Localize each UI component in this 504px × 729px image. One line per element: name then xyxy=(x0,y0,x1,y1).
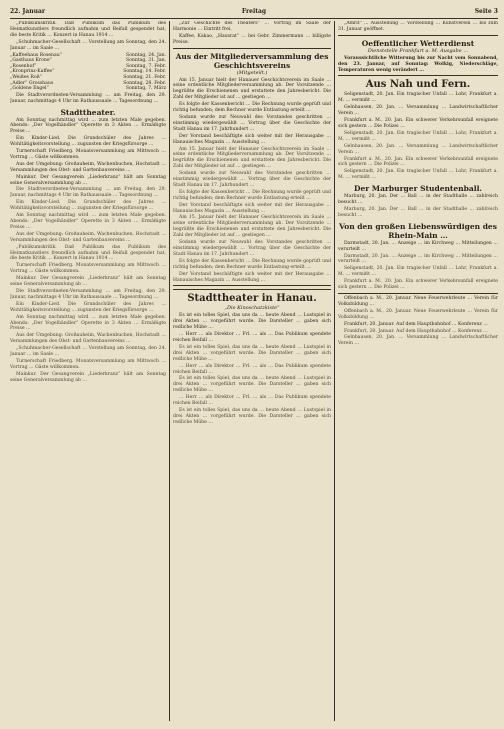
venue-name: „Weißes Roß“ xyxy=(10,74,42,80)
article-paragraph: Aus der Umgebung: Großauheim, Wachenbuchen, Hochstadt … Versammlungen des Obst- und Gartenbauvereins … xyxy=(10,333,166,345)
article-paragraph: Aus der Umgebung: Großauheim, Wachenbuchen, Hochstadt … Versammlungen des Obst- und Gartenbauvereins … xyxy=(10,231,166,243)
header-date: 22. Januar xyxy=(10,8,46,15)
weather-forecast: Voraussichtliche Witterung bis zur Nacht vom Sonnabend, den 23. Januar, auf Sonntag: Wolkig, Niederschläge, Temperaturen wenig verändert … xyxy=(338,55,498,73)
article-paragraph: Frankfurt, 20. Januar. Auf dem Hauptbahnhof … Konferenz … xyxy=(344,321,488,327)
article-paragraph: Offenbach a. M., 20. Januar. Neue Feuerwehrleute … Verein für Volksbildung … xyxy=(338,296,498,307)
column-2 xyxy=(173,21,331,721)
section-heading: Von den großen Liebenswürdigen des Rhein-Main … xyxy=(339,221,497,240)
article-paragraph: Es ist ein tolles Spiel, das uns da … heute Abend … Lustspiel in drei Akten … vorgeführt wurde. Die Darsteller … gaben sich redliche Mühe … xyxy=(173,344,331,362)
article-paragraph: Frankfurt, 20. Januar. Auf dem Hauptbahnhof … Konferenz … xyxy=(344,328,488,334)
article-paragraph: „Publikumskritik. Daß Publikum das Publikum des Heimatkunstlers freundlich aufnahm und Beifall gespendet hat, die beste Kritik … Konzert in Hanau 1914 … xyxy=(10,21,166,38)
article-paragraph: Der Vorstand beschäftigte sich weiter mit der Herausgabe … Hanauisches Magazin … Ausstellung … xyxy=(173,133,331,145)
section-subheading: Dienststelle Frankfurt a. M. Ausgabe … xyxy=(367,47,469,54)
article-paragraph: … Herr … als Direktor … Frl. … als … Das Publikum spendete reichen Beifall … xyxy=(173,332,331,343)
section-subheading: (Mitgeteilt.) xyxy=(236,69,268,76)
newspaper-page xyxy=(10,6,498,724)
article-paragraph: Turnerschaft Friedberg. Monatsversammlung am Mittwoch … Vortrag … Gäste willkommen. xyxy=(10,358,166,370)
article-paragraph: „Schuhmacher-Gesellschaft … Vorstellung am Sonntag, den 24. Januar … im Saale … xyxy=(10,346,166,358)
article-paragraph: Mainkur. Der Gesangverein „Liederkranz“ hält am Sonntag seine Generalversammlung ab … xyxy=(10,371,166,383)
venue-date: Sonntag, 24. Jan. xyxy=(125,52,166,58)
section-subheading: „Die Kinoschatzkiste“ xyxy=(224,305,280,312)
section-heading: Oeffentlicher Wetterdienst xyxy=(361,38,475,48)
article-paragraph: Offenbach a. M., 20. Januar. Neue Feuerwehrleute … Verein für Volksbildung … xyxy=(338,308,498,320)
column-rule xyxy=(334,21,335,721)
column-rule xyxy=(169,21,170,721)
article-paragraph: Gelnhausen, 20. Jan. … Versammlung … Landwirtschaftlicher Verein … xyxy=(338,143,498,155)
article-paragraph: Gelnhausen, 20. Jan. … Versammlung … Landwirtschaftlicher Verein … xyxy=(338,105,498,117)
divider xyxy=(173,48,331,49)
article-paragraph: Seligenstadt, 20. Jan. Ein tragischer Unfall … Lohr, Frankfurt a. M. … vermißt … xyxy=(338,92,498,104)
article-paragraph: „Schuhmacher-Gesellschaft … Vorstellung am Sonntag, den 24. Januar … im Saale … xyxy=(10,39,166,51)
article-paragraph: „Amrit“ … Ausstellung … Vorstellung … Kunstverein … bis zum 31. Januar geöffnet. xyxy=(338,21,498,32)
article-paragraph: Ein Kinder-Lied. Die Grundschüler des Jahres … Wohltätigkeitsvorstellung … zugunsten der Kriegsfürsorge … xyxy=(10,301,166,313)
article-paragraph: Sodann wurde zur Neuwahl des Vorstandes geschritten … einstimmig wiedergewählt … Vortrag über die Geschichte der Stadt Hanau im 17. Jahrhundert … xyxy=(173,240,331,257)
article-paragraph: Frankfurt a. M., 20. Jan. Ein schwerer Verkehrsunfall ereignete sich gestern … Die Polizei … xyxy=(338,156,498,168)
divider xyxy=(338,75,498,76)
article-paragraph: Es ist ein tolles Spiel, das uns da … heute Abend … Lustspiel in drei Akten … vorgeführt wurde. Die Darsteller … gaben sich redliche Mühe … xyxy=(173,407,331,425)
article-paragraph: Marburg, 20. Jan. Der … Ball … in der Stadthalle … zahlreich besucht … xyxy=(338,194,498,206)
divider xyxy=(338,35,498,36)
article-paragraph: Am 15. Januar hielt der Hanauer Geschichtsverein im Saale … seine ordentliche Mitgliederversammlung ab. Der Vorsitzende … begrüßte die Erschienenen und erstattete den Jahresbericht. Die Zahl der Mitglieder ist auf … gestiegen … xyxy=(173,146,331,170)
article-paragraph: Es folgte der Kassenbericht … Die Rechnung wurde geprüft und richtig befunden; dem Rechner wurde Entlastung erteilt … xyxy=(173,258,331,270)
article-paragraph: Die Stadtverordneten-Versammlung … am Freitag, den 29. Januar, nachmittags 4 Uhr im Rathaussaale … Tagesordnung … xyxy=(10,92,166,104)
venue-schedule xyxy=(10,53,166,92)
schedule-row xyxy=(10,86,166,92)
article-paragraph: Am 15. Januar hielt der Hanauer Geschichtsverein im Saale … seine ordentliche Mitgliederversammlung ab. Der Vorsitzende … begrüßte die Erschienenen und erstattete den Jahresbericht. Die Zahl der Mitglieder ist auf … gestiegen … xyxy=(173,215,331,239)
column-1 xyxy=(10,21,166,721)
article-paragraph: Es ist ein tolles Spiel, das uns da … heute Abend … Lustspiel in drei Akten … vorgeführt wurde. Die Darsteller … gaben sich redliche Mühe … xyxy=(173,376,331,394)
article-paragraph: Mainkur. Der Gesangverein „Liederkranz“ hält am Sonntag seine Generalversammlung ab … xyxy=(10,174,166,186)
venue-name: „Gasthaus Krone“ xyxy=(10,58,52,64)
article-paragraph: Mainkur. Der Gesangverein „Liederkranz“ hält am Sonntag seine Generalversammlung ab … xyxy=(10,276,166,288)
venue-name: „Adler“ Grosshaus xyxy=(10,80,54,86)
column-3 xyxy=(338,21,498,721)
header-weekday: Freitag xyxy=(241,8,267,15)
article-paragraph: Sodann wurde zur Neuwahl des Vorstandes geschritten … einstimmig wiedergewählt … Vortrag über die Geschichte der Stadt Hanau im 17. Jahrhundert … xyxy=(173,114,331,132)
article-paragraph: Sodann wurde zur Neuwahl des Vorstandes geschritten … einstimmig wiedergewählt … Vortrag über die Geschichte der Stadt Hanau im 17. Jahrhundert … xyxy=(173,171,331,188)
article-paragraph: Aus der Umgebung: Großauheim, Wachenbuchen, Hochstadt … Versammlungen des Obst- und Gartenbauvereins … xyxy=(10,161,166,173)
article-paragraph: Darmstadt, 20. Jan. … Anzeige … im Kirchweg … Mitteilungen … verurteilt … xyxy=(338,240,498,252)
venue-name: „Goldene Engel“ xyxy=(10,86,49,92)
venue-name: „Kronprinz-Kaffee“ xyxy=(10,69,55,75)
section-heading: Stadttheater in Hanau. xyxy=(187,293,317,305)
venue-date: Sonntag, 14. Febr. xyxy=(123,69,166,75)
header-page-number: Seite 3 xyxy=(474,8,498,15)
section-heading: Der Marburger Studentenball. xyxy=(353,184,483,194)
article-paragraph: Am Sonntag nachmittag wird … zum letzten Male gegeben. Abends: „Der Vogelhändler“ Operette in 3 Akten … Ermäßigte Preise … xyxy=(10,213,166,230)
article-paragraph: Seligenstadt, 20. Jan. Ein tragischer Unfall … Lohr, Frankfurt a. M. … vermißt … xyxy=(338,130,498,142)
article-paragraph: Es ist ein tolles Spiel, das uns da … heute Abend … Lustspiel in drei Akten … vorgeführt wurde. Die Darsteller … gaben sich redliche Mühe … xyxy=(173,313,331,331)
article-paragraph: Es folgte der Kassenbericht … Die Rechnung wurde geprüft und richtig befunden; dem Rechner wurde Entlastung erteilt … xyxy=(173,189,331,201)
article-paragraph: Es folgte der Kassenbericht … Die Rechnung wurde geprüft und richtig befunden; dem Rechner wurde Entlastung erteilt … xyxy=(173,102,331,114)
article-paragraph: „Publikumskritik. Daß Publikum das Publikum des Heimatkunstlers freundlich aufnahm und Beifall gespendet hat, die beste Kritik … Konzert in Hanau 1914 … xyxy=(10,244,166,262)
article-paragraph: Seligenstadt, 20. Jan. Ein tragischer Unfall … Lohr, Frankfurt a. M. … vermißt … xyxy=(338,266,498,278)
venue-name: „Kaffeehaus Rosenau“ xyxy=(10,52,63,58)
article-paragraph: Turnerschaft Friedberg. Monatsversammlung am Mittwoch … Vortrag … Gäste willkommen. xyxy=(10,149,166,160)
article-paragraph: Am 15. Januar hielt der Hanauer Geschichtsverein im Saale … seine ordentliche Mitgliederversammlung ab. Der Vorsitzende … begrüßte die Erschienenen und erstattete den Jahresbericht. Die Zahl der Mitglieder ist auf … gestiegen … xyxy=(173,77,331,101)
venue-date: Sonntag, 21. Febr. xyxy=(123,74,166,80)
article-paragraph: Marburg, 20. Jan. Der … Ball … in der Stadthalle … zahlreich besucht … xyxy=(338,206,498,218)
article-paragraph: Die Stadtverordneten-Versammlung … am Freitag, den 29. Januar, nachmittags 4 Uhr im Rathaussaale … Tagesordnung … xyxy=(10,288,166,300)
article-paragraph: Kaffee, Kakao, „Hausrat“ … bei Gebr. Zimmermann … billigste Preise. xyxy=(173,33,331,45)
section-heading: Stadttheater. xyxy=(60,107,116,117)
venue-date: Sonntag, 31. Jan. xyxy=(125,58,166,64)
article-paragraph: „Zur Geschichte des Theaters“ … Vortrag im Saale der Harmonie … Eintritt frei. xyxy=(173,21,331,32)
article-paragraph: … Herr … als Direktor … Frl. … als … Das Publikum spendete reichen Beifall … xyxy=(173,363,331,375)
article-paragraph: Die Stadtverordneten-Versammlung … am Freitag, den 29. Januar, nachmittags 4 Uhr im Rathaussaale … Tagesordnung … xyxy=(10,187,166,199)
article-paragraph: … Herr … als Direktor … Frl. … als … Das Publikum spendete reichen Beifall … xyxy=(173,395,331,407)
divider xyxy=(338,293,498,294)
section-heading: Aus Nah und Fern. xyxy=(365,79,471,91)
article-paragraph: Gelnhausen, 20. Jan. … Versammlung … Landwirtschaftlicher Verein … xyxy=(338,335,498,347)
article-paragraph: Seligenstadt, 20. Jan. Ein tragischer Unfall … Lohr, Frankfurt a. M. … vermißt … xyxy=(338,169,498,181)
venue-date: Sonntag, 28. Febr. xyxy=(123,80,166,86)
article-paragraph: Am Sonntag nachmittag wird … zum letzten Male gegeben. Abends: „Der Vogelhändler“ Operette in 3 Akten … Ermäßigte Preise … xyxy=(10,314,166,332)
article-paragraph: Der Vorstand beschäftigte sich weiter mit der Herausgabe … Hanauisches Magazin … Ausstellung … xyxy=(173,202,331,214)
article-paragraph: Der Vorstand beschäftigte sich weiter mit der Herausgabe … Hanauisches Magazin … Ausstellung … xyxy=(173,271,331,283)
article-paragraph: Ein Kinder-Lied. Die Grundschüler des Jahres … Wohltätigkeitsvorstellung … zugunsten der Kriegsfürsorge … xyxy=(10,136,166,148)
venue-date: Sonntag, 7. März xyxy=(125,86,166,92)
venue-name: „Rosenhof“ xyxy=(10,63,37,69)
article-paragraph: Frankfurt a. M., 20. Jan. Ein schwerer Verkehrsunfall ereignete sich gestern … Die Polizei … xyxy=(338,279,498,291)
section-heading: Aus der Mitgliederversammlung des Geschichtsvereins xyxy=(175,51,329,70)
divider xyxy=(173,285,331,290)
article-paragraph: Ein Kinder-Lied. Die Grundschüler des Jahres … Wohltätigkeitsvorstellung … zugunsten der Kriegsfürsorge … xyxy=(10,200,166,212)
article-paragraph: Frankfurt a. M., 20. Jan. Ein schwerer Verkehrsunfall ereignete sich gestern … Die Polizei … xyxy=(338,118,498,129)
venue-date: Sonntag, 7. Febr. xyxy=(126,63,166,69)
article-paragraph: Am Sonntag nachmittag wird … zum letzten Male gegeben. Abends: „Der Vogelhändler“ Operette in 3 Akten … Ermäßigte Preise … xyxy=(10,117,166,135)
page-header xyxy=(10,6,498,19)
article-paragraph: Turnerschaft Friedberg. Monatsversammlung am Mittwoch … Vortrag … Gäste willkommen. xyxy=(10,263,166,275)
article-paragraph: Darmstadt, 20. Jan. … Anzeige … im Kirchweg … Mitteilungen … verurteilt … xyxy=(338,253,498,265)
